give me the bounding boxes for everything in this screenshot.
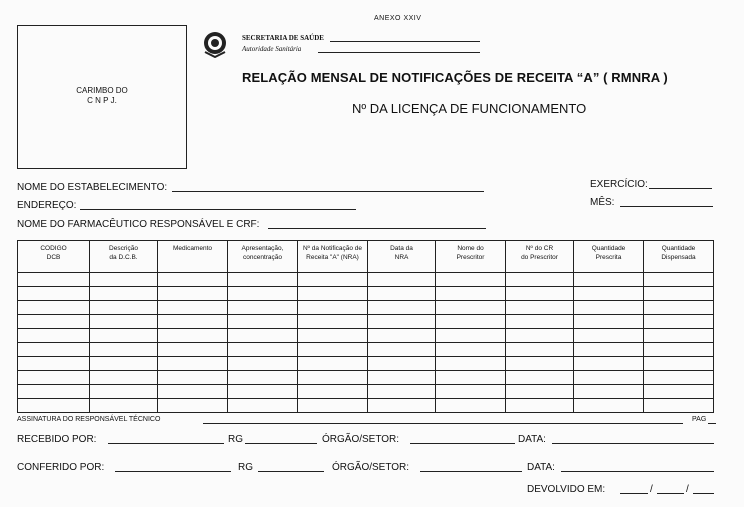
table-cell[interactable] bbox=[18, 315, 90, 329]
table-cell[interactable] bbox=[574, 385, 644, 399]
table-cell[interactable] bbox=[436, 329, 506, 343]
table-row bbox=[18, 287, 714, 301]
table-cell[interactable] bbox=[574, 399, 644, 413]
checked-orgao-label: ÓRGÃO/SETOR: bbox=[332, 462, 410, 473]
table-header-row bbox=[18, 241, 714, 273]
table-row bbox=[18, 301, 714, 315]
table-cell[interactable] bbox=[574, 273, 644, 287]
table-cell[interactable] bbox=[18, 287, 90, 301]
table-cell[interactable] bbox=[90, 287, 158, 301]
table-cell[interactable] bbox=[18, 329, 90, 343]
table-cell[interactable] bbox=[298, 329, 368, 343]
table-row bbox=[18, 385, 714, 399]
table-cell[interactable] bbox=[644, 273, 714, 287]
signature-field[interactable] bbox=[203, 423, 683, 424]
table-cell[interactable] bbox=[228, 399, 298, 413]
received-label: RECEBIDO POR: bbox=[17, 434, 97, 445]
table-cell[interactable] bbox=[644, 329, 714, 343]
table-cell[interactable] bbox=[298, 385, 368, 399]
autoridade-line bbox=[318, 52, 480, 53]
table-cell[interactable] bbox=[298, 371, 368, 385]
column-header: CODIGO DCB bbox=[18, 241, 90, 273]
received-date-field[interactable] bbox=[552, 443, 714, 444]
table-cell[interactable] bbox=[90, 357, 158, 371]
table-cell[interactable] bbox=[228, 329, 298, 343]
received-orgao-label: ÓRGÃO/SETOR: bbox=[322, 434, 400, 445]
column-header: Nome do Prescritor bbox=[436, 241, 506, 273]
table-cell[interactable] bbox=[90, 399, 158, 413]
table-cell[interactable] bbox=[506, 385, 574, 399]
table-cell[interactable] bbox=[436, 315, 506, 329]
returned-month-field[interactable] bbox=[657, 493, 684, 494]
returned-label: DEVOLVIDO EM: bbox=[527, 484, 606, 495]
table-cell[interactable] bbox=[158, 357, 228, 371]
coat-of-arms-icon bbox=[202, 30, 228, 58]
checked-rg-field[interactable] bbox=[258, 471, 324, 472]
stamp-label-1: CARIMBO DO bbox=[76, 86, 128, 95]
table-cell[interactable] bbox=[90, 329, 158, 343]
table-cell[interactable] bbox=[436, 287, 506, 301]
date-separator: / bbox=[686, 484, 689, 495]
table-cell[interactable] bbox=[436, 343, 506, 357]
table-cell[interactable] bbox=[158, 385, 228, 399]
table-cell[interactable] bbox=[436, 273, 506, 287]
checked-date-label: DATA: bbox=[527, 462, 555, 473]
table-cell[interactable] bbox=[506, 315, 574, 329]
table-cell[interactable] bbox=[368, 385, 436, 399]
table-row bbox=[18, 315, 714, 329]
table-cell[interactable] bbox=[158, 343, 228, 357]
column-header: Descrição da D.C.B. bbox=[90, 241, 158, 273]
pharmacist-field[interactable] bbox=[268, 228, 486, 229]
table-cell[interactable] bbox=[158, 371, 228, 385]
table-cell[interactable] bbox=[644, 301, 714, 315]
table-cell[interactable] bbox=[90, 301, 158, 315]
checked-rg-label: RG bbox=[238, 462, 253, 473]
returned-year-field[interactable] bbox=[693, 493, 714, 494]
table-row bbox=[18, 399, 714, 413]
stamp-label-2: C N P J. bbox=[87, 96, 117, 105]
secretaria-label: SECRETARIA DE SAÚDE bbox=[242, 34, 324, 42]
table-cell[interactable] bbox=[228, 273, 298, 287]
date-separator: / bbox=[650, 484, 653, 495]
table-cell[interactable] bbox=[644, 287, 714, 301]
table-cell[interactable] bbox=[228, 287, 298, 301]
table-cell[interactable] bbox=[90, 385, 158, 399]
table-cell[interactable] bbox=[90, 371, 158, 385]
cnpj-stamp-box[interactable] bbox=[17, 25, 187, 169]
table-cell[interactable] bbox=[18, 357, 90, 371]
table-cell[interactable] bbox=[368, 287, 436, 301]
address-field[interactable] bbox=[80, 209, 356, 210]
month-label: MÊS: bbox=[590, 197, 615, 208]
table-cell[interactable] bbox=[368, 371, 436, 385]
table-cell[interactable] bbox=[368, 343, 436, 357]
table-cell[interactable] bbox=[228, 371, 298, 385]
table-cell[interactable] bbox=[506, 343, 574, 357]
table-cell[interactable] bbox=[368, 399, 436, 413]
table-row bbox=[18, 357, 714, 371]
table-cell[interactable] bbox=[644, 399, 714, 413]
column-header: Apresentação, concentração bbox=[228, 241, 298, 273]
column-header: Nº da Notificação de Receita "A" (NRA) bbox=[298, 241, 368, 273]
table-cell[interactable] bbox=[18, 385, 90, 399]
column-header: Quantidade Prescrita bbox=[574, 241, 644, 273]
table-cell[interactable] bbox=[228, 343, 298, 357]
table-cell[interactable] bbox=[368, 315, 436, 329]
table-cell[interactable] bbox=[18, 273, 90, 287]
table-cell[interactable] bbox=[90, 343, 158, 357]
table-cell[interactable] bbox=[228, 357, 298, 371]
table-cell[interactable] bbox=[644, 385, 714, 399]
table-cell[interactable] bbox=[368, 357, 436, 371]
table-cell[interactable] bbox=[506, 357, 574, 371]
table-cell[interactable] bbox=[298, 357, 368, 371]
table-cell[interactable] bbox=[368, 273, 436, 287]
establishment-label: NOME DO ESTABELECIMENTO: bbox=[17, 182, 168, 193]
table-cell[interactable] bbox=[506, 329, 574, 343]
table-cell[interactable] bbox=[18, 371, 90, 385]
month-field[interactable] bbox=[620, 206, 713, 207]
received-orgao-field[interactable] bbox=[410, 443, 515, 444]
table-cell[interactable] bbox=[574, 343, 644, 357]
table-cell[interactable] bbox=[644, 371, 714, 385]
table-cell[interactable] bbox=[506, 273, 574, 287]
received-rg-field[interactable] bbox=[245, 443, 317, 444]
table-cell[interactable] bbox=[228, 315, 298, 329]
table-row bbox=[18, 371, 714, 385]
table-cell[interactable] bbox=[436, 371, 506, 385]
table-cell[interactable] bbox=[436, 385, 506, 399]
table-cell[interactable] bbox=[574, 357, 644, 371]
table-cell[interactable] bbox=[298, 301, 368, 315]
returned-day-field[interactable] bbox=[620, 493, 648, 494]
column-header: Nº do CR do Prescritor bbox=[506, 241, 574, 273]
table-cell[interactable] bbox=[158, 399, 228, 413]
table-cell[interactable] bbox=[574, 287, 644, 301]
column-header: Data da NRA bbox=[368, 241, 436, 273]
table-cell[interactable] bbox=[18, 301, 90, 315]
table-cell[interactable] bbox=[90, 273, 158, 287]
page-label: PAG bbox=[692, 416, 707, 423]
table-cell[interactable] bbox=[298, 273, 368, 287]
table-cell[interactable] bbox=[574, 315, 644, 329]
pharmacist-label: NOME DO FARMACÊUTICO RESPONSÁVEL E CRF: bbox=[17, 219, 260, 230]
table-cell[interactable] bbox=[158, 315, 228, 329]
table-row bbox=[18, 273, 714, 287]
table-cell[interactable] bbox=[18, 343, 90, 357]
table-cell[interactable] bbox=[506, 287, 574, 301]
table-cell[interactable] bbox=[158, 273, 228, 287]
notifications-table bbox=[17, 240, 714, 413]
form-title: RELAÇÃO MENSAL DE NOTIFICAÇÕES DE RECEITA “A” ( RMNRA ) bbox=[242, 70, 668, 85]
table-cell[interactable] bbox=[506, 371, 574, 385]
table-cell[interactable] bbox=[506, 301, 574, 315]
table-cell[interactable] bbox=[298, 343, 368, 357]
table-cell[interactable] bbox=[644, 315, 714, 329]
table-cell[interactable] bbox=[436, 399, 506, 413]
column-header: Medicamento bbox=[158, 241, 228, 273]
table-cell[interactable] bbox=[158, 329, 228, 343]
table-cell[interactable] bbox=[18, 399, 90, 413]
table-cell[interactable] bbox=[574, 371, 644, 385]
table-cell[interactable] bbox=[644, 357, 714, 371]
checked-date-field[interactable] bbox=[561, 471, 714, 472]
address-label: ENDEREÇO: bbox=[17, 200, 77, 211]
received-rg-label: RG bbox=[228, 434, 243, 445]
table-cell[interactable] bbox=[158, 301, 228, 315]
autoridade-label: Autoridade Sanitária bbox=[242, 45, 302, 53]
table-cell[interactable] bbox=[298, 399, 368, 413]
table-cell[interactable] bbox=[228, 385, 298, 399]
table-cell[interactable] bbox=[368, 301, 436, 315]
table-cell[interactable] bbox=[158, 287, 228, 301]
table-cell[interactable] bbox=[436, 301, 506, 315]
table-cell[interactable] bbox=[644, 343, 714, 357]
checked-field[interactable] bbox=[115, 471, 231, 472]
exercise-field[interactable] bbox=[649, 188, 712, 189]
signature-label: ASSINATURA DO RESPONSÁVEL TÉCNICO bbox=[17, 416, 161, 423]
table-row bbox=[18, 343, 714, 357]
checked-label: CONFERIDO POR: bbox=[17, 462, 105, 473]
establishment-field[interactable] bbox=[172, 191, 484, 192]
table-cell[interactable] bbox=[574, 329, 644, 343]
table-cell[interactable] bbox=[436, 357, 506, 371]
table-cell[interactable] bbox=[506, 399, 574, 413]
table-cell[interactable] bbox=[228, 301, 298, 315]
table-cell[interactable] bbox=[298, 315, 368, 329]
column-header: Quantidade Dispensada bbox=[644, 241, 714, 273]
checked-orgao-field[interactable] bbox=[420, 471, 522, 472]
table-cell[interactable] bbox=[368, 329, 436, 343]
exercise-label: EXERCÍCIO: bbox=[590, 179, 648, 190]
received-date-label: DATA: bbox=[518, 434, 546, 445]
table-cell[interactable] bbox=[298, 287, 368, 301]
page-field[interactable] bbox=[708, 423, 716, 424]
license-label: Nº DA LICENÇA DE FUNCIONAMENTO bbox=[352, 101, 587, 116]
table-cell[interactable] bbox=[574, 301, 644, 315]
table-cell[interactable] bbox=[90, 315, 158, 329]
table-row bbox=[18, 329, 714, 343]
secretaria-line bbox=[330, 41, 480, 42]
annex-label: ANEXO XXIV bbox=[374, 15, 422, 22]
received-field[interactable] bbox=[108, 443, 224, 444]
